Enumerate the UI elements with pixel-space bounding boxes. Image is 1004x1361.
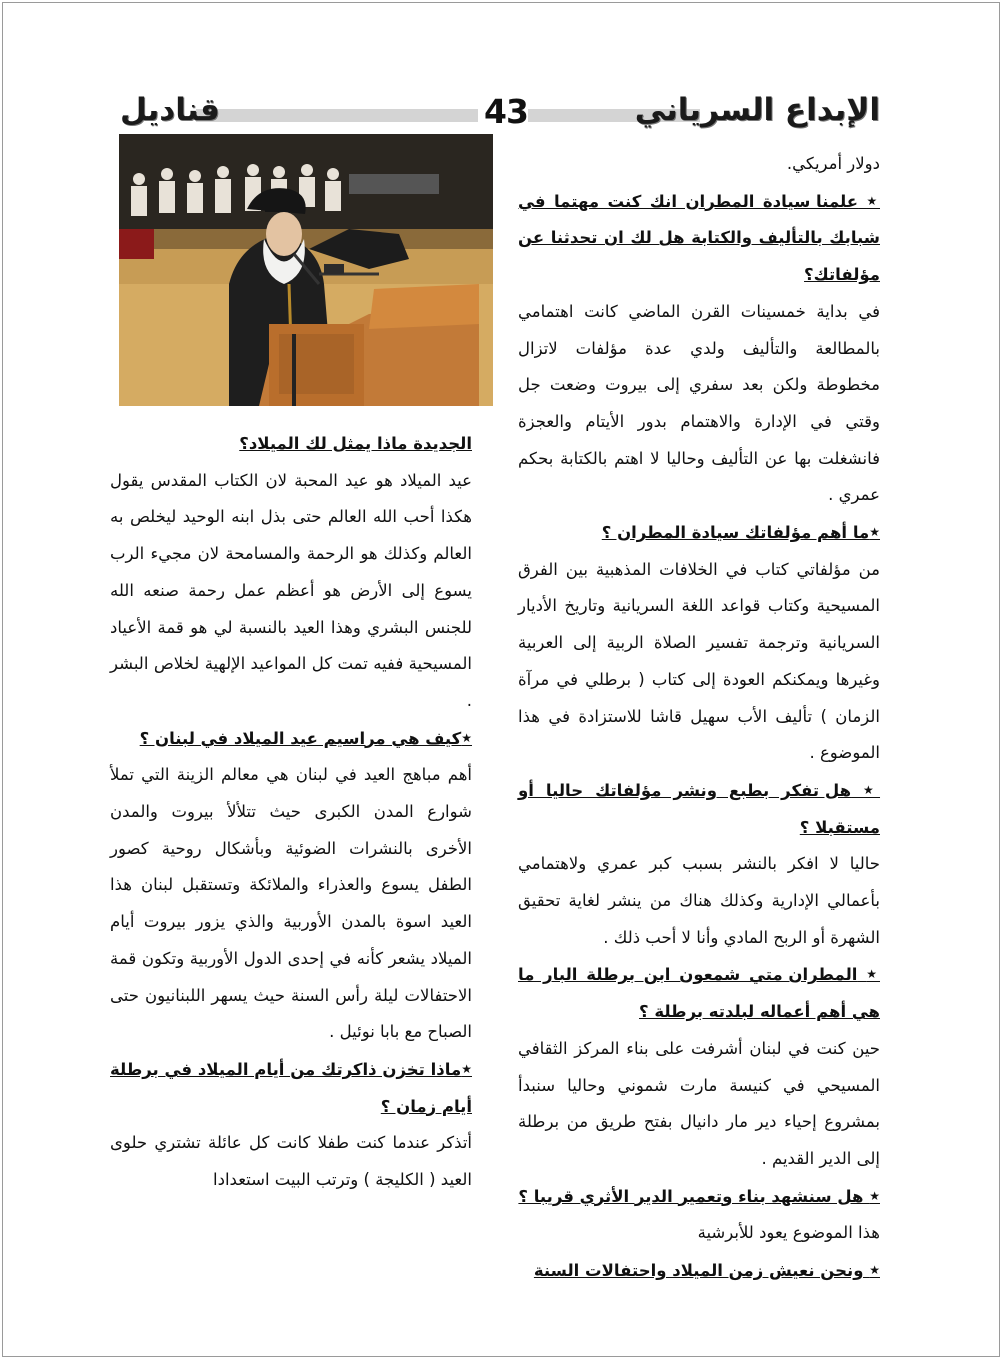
page-number: 43	[484, 92, 528, 131]
question-heading: ★كيف هي مراسيم عيد الميلاد في لبنان ؟	[139, 728, 472, 748]
paragraph: حين كنت في لبنان أشرفت على بناء المركز الثقافي المسيحي في كنيسة مارت شموني وحاليا سنبدأ بمشروع إحياء دير مار دانيال بفتح طريق من برطلة إلى الدير القديم .	[518, 1038, 880, 1168]
paragraph: عيد الميلاد هو عيد المحبة لان الكتاب المقدس يقول هكذا أحب الله العالم حتى بذل ابنه الوحيد ليخلص به العالم وكذلك هو الرحمة والمسامحة لان مجيء الرب يسوع إلى الأرض هو أعظم عمل رحمة صنعه الله للجنس البشري وهذا العيد بالنسبة لي هو قمة الأعياد المسيحية ففيه تمت كل المواعيد الإلهية لخلاص البشر .	[110, 470, 472, 710]
paragraph: في بداية خمسينات القرن الماضي كانت اهتمامي بالمطالعة والتأليف ولدي عدة مؤلفات لاتزال مخطوطة ولكن بعد سفري إلى بيروت وضعت جل وقتي في الإدارة والاهتمام بدور الأيتام والعجزة فانشغلت بها عن التأليف وحاليا لا اهتم بالكتابة بحكم عمري .	[518, 301, 880, 505]
magazine-title: الإبداع السرياني	[634, 92, 880, 128]
question-text: المطران متي شمعون ابن برطلة البار ما هي أهم أعماله لبلدته برطلة ؟	[518, 965, 880, 1022]
question-text: ما أهم مؤلفاتك سيادة المطران ؟	[601, 523, 870, 543]
question-text: هل تفكر بطبع ونشر مؤلفاتك حاليا أو مستقبلا ؟	[518, 780, 880, 837]
left-column	[110, 426, 472, 1199]
question-text: كيف هي مراسيم عيد الميلاد في لبنان ؟	[139, 728, 462, 748]
question-heading: ★ علمنا سيادة المطران انك كنت مهتما في شبابك بالتأليف والكتابة هل لك ان تحدثنا عن مؤلفاتك؟	[518, 191, 880, 285]
paragraph: من مؤلفاتي كتاب في الخلافات المذهبية بين الفرق المسيحية وكتاب قواعد اللغة السريانية وتاريخ الأديار السريانية وترجمة تفسير الصلاة الربية إلى العربية وغيرها ويمكنكم العودة إلى كتاب ( برطلي في مرآة الزمان ) تأليف الأب سهيل قاشا للاستزادة في هذا الموضوع .	[518, 559, 880, 763]
question-heading: ★ هل تفكر بطبع ونشر مؤلفاتك حاليا أو مستقبلا ؟	[518, 780, 881, 837]
paragraph: دولار أمريكي.	[786, 154, 880, 173]
section-title: قناديل	[120, 92, 220, 128]
interview-photo	[119, 134, 493, 406]
paragraph: هذا الموضوع يعود للأبرشية	[697, 1223, 880, 1243]
question-heading: ★ماذا تخزن ذاكرتك من أيام الميلاد في برطلة أيام زمان ؟	[110, 1059, 472, 1116]
right-column	[518, 146, 880, 1290]
question-heading: ★ المطران متي شمعون ابن برطلة البار ما هي أهم أعماله لبلدته برطلة ؟	[518, 965, 880, 1022]
question-heading: ★ هل سنشهد بناء وتعمير الدير الأثري قريبا ؟	[518, 1186, 880, 1206]
question-continuation: الجديدة ماذا يمثل لك الميلاد؟	[239, 434, 472, 453]
question-text: علمنا سيادة المطران انك كنت مهتما في شبابك بالتأليف والكتابة هل لك ان تحدثنا عن مؤلفاتك؟	[518, 191, 880, 285]
question-heading: ★ما أهم مؤلفاتك سيادة المطران ؟	[601, 523, 880, 543]
question-text: ماذا تخزن ذاكرتك من أيام الميلاد في برطلة أيام زمان ؟	[110, 1059, 472, 1116]
question-text: هل سنشهد بناء وتعمير الدير الأثري قريبا ؟	[518, 1186, 864, 1206]
paragraph: حاليا لا افكر بالنشر بسبب كبر عمري ولاهتمامي بأعمالي الإدارية وكذلك هناك من ينشر لغاية تحقيق الشهرة أو الربح المادي وأنا لا أحب ذلك .	[518, 854, 880, 947]
question-text: ونحن نعيش زمن الميلاد واحتفالات السنة	[533, 1261, 864, 1281]
paragraph: أتذكر عندما كنت طفلا كانت كل عائلة تشتري حلوى العيد ( الكليجة ) وترتب البيت استعدادا	[110, 1133, 472, 1190]
question-heading: ★ ونحن نعيش زمن الميلاد واحتفالات السنة	[533, 1261, 880, 1281]
paragraph: أهم مباهج العيد في لبنان هي معالم الزينة التي تملأ شوارع المدن الكبرى حيث تتلألأ بيروت والمدن الأخرى بالنشرات الضوئية وبأشكال روحية كصور الطفل يسوع والعذراء والملائكة وتستقبل لبنان هذا العيد اسوة بالمدن الأوربية والذي يزور بيروت أيام الميلاد يشعر كأنه في إحدى الدول الأوربية وتكون قمة الاحتفالات ليلة رأس السنة حيث يسهر اللبنانيون حتى الصباح مع بابا نوئيل .	[110, 765, 472, 1042]
header-rule-left	[196, 109, 478, 122]
